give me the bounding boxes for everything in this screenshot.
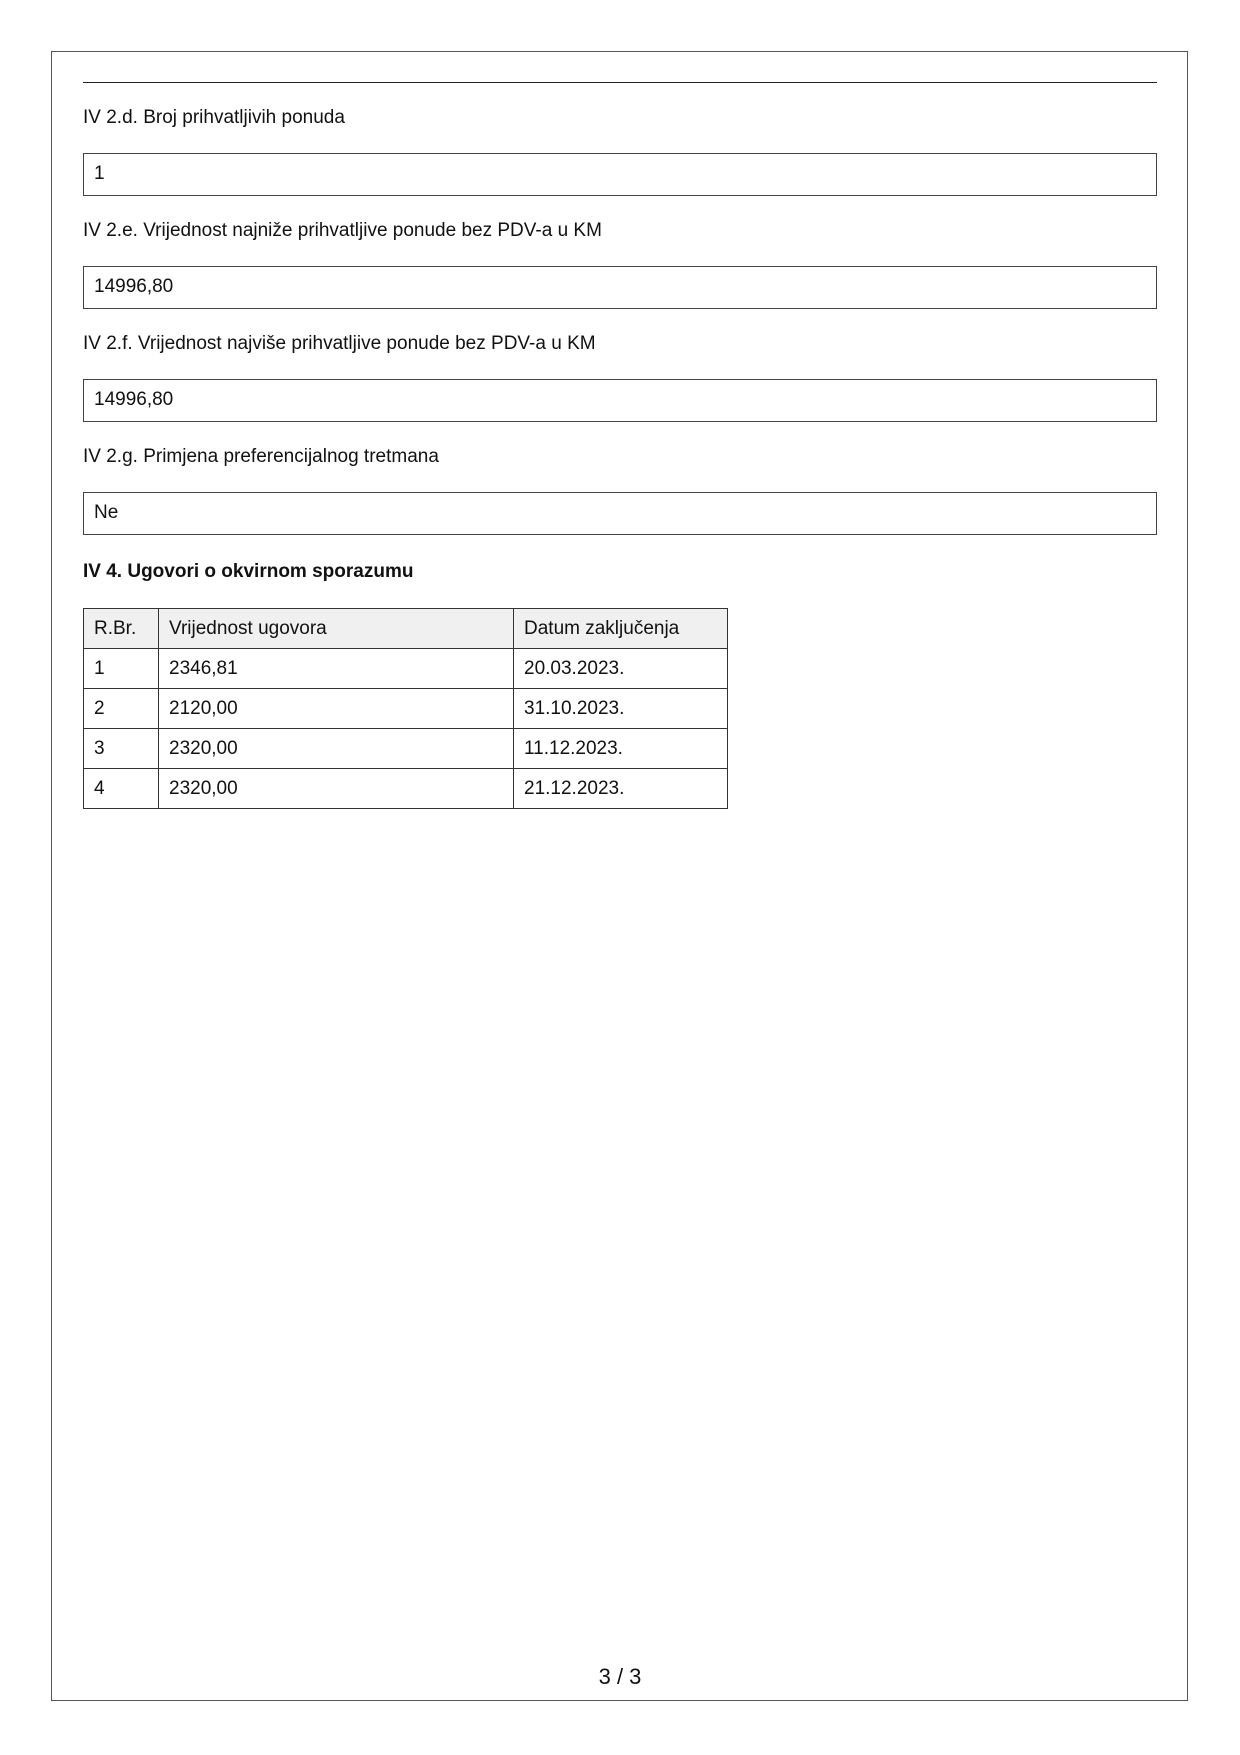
table-cell-contract-value: 2320,00	[159, 729, 514, 769]
table-cell-number: 4	[84, 769, 159, 809]
table-cell-number: 1	[84, 649, 159, 689]
table-cell-conclusion-date: 31.10.2023.	[514, 689, 728, 729]
section-heading-framework-contracts: IV 4. Ugovori o okvirnom sporazumu	[83, 561, 414, 582]
field-value-acceptable-offers-count: 1	[83, 153, 1157, 196]
top-divider	[83, 82, 1157, 83]
table-row	[84, 769, 728, 809]
table-cell-contract-value: 2120,00	[159, 689, 514, 729]
table-header-number: R.Br.	[84, 609, 159, 649]
table-cell-contract-value: 2346,81	[159, 649, 514, 689]
field-value-lowest-offer-value: 14996,80	[83, 266, 1157, 309]
field-label-acceptable-offers-count: IV 2.d. Broj prihvatljivih ponuda	[83, 107, 345, 128]
table-cell-number: 2	[84, 689, 159, 729]
page-number: 3 / 3	[598, 1664, 642, 1689]
table-header-contract-value: Vrijednost ugovora	[159, 609, 514, 649]
table-row	[84, 649, 728, 689]
table-row	[84, 689, 728, 729]
field-label-preferential-treatment: IV 2.g. Primjena preferencijalnog tretmana	[83, 446, 439, 467]
field-label-lowest-offer-value: IV 2.e. Vrijednost najniže prihvatljive ponude bez PDV-a u KM	[83, 220, 602, 241]
field-label-highest-offer-value: IV 2.f. Vrijednost najviše prihvatljive ponude bez PDV-a u KM	[83, 333, 596, 354]
contracts-table	[83, 608, 728, 809]
table-header-conclusion-date: Datum zaključenja	[514, 609, 728, 649]
table-cell-conclusion-date: 11.12.2023.	[514, 729, 728, 769]
table-cell-conclusion-date: 21.12.2023.	[514, 769, 728, 809]
table-cell-conclusion-date: 20.03.2023.	[514, 649, 728, 689]
table-header-row	[84, 609, 728, 649]
table-cell-number: 3	[84, 729, 159, 769]
field-value-highest-offer-value: 14996,80	[83, 379, 1157, 422]
field-value-preferential-treatment: Ne	[83, 492, 1157, 535]
table-cell-contract-value: 2320,00	[159, 769, 514, 809]
table-row	[84, 729, 728, 769]
